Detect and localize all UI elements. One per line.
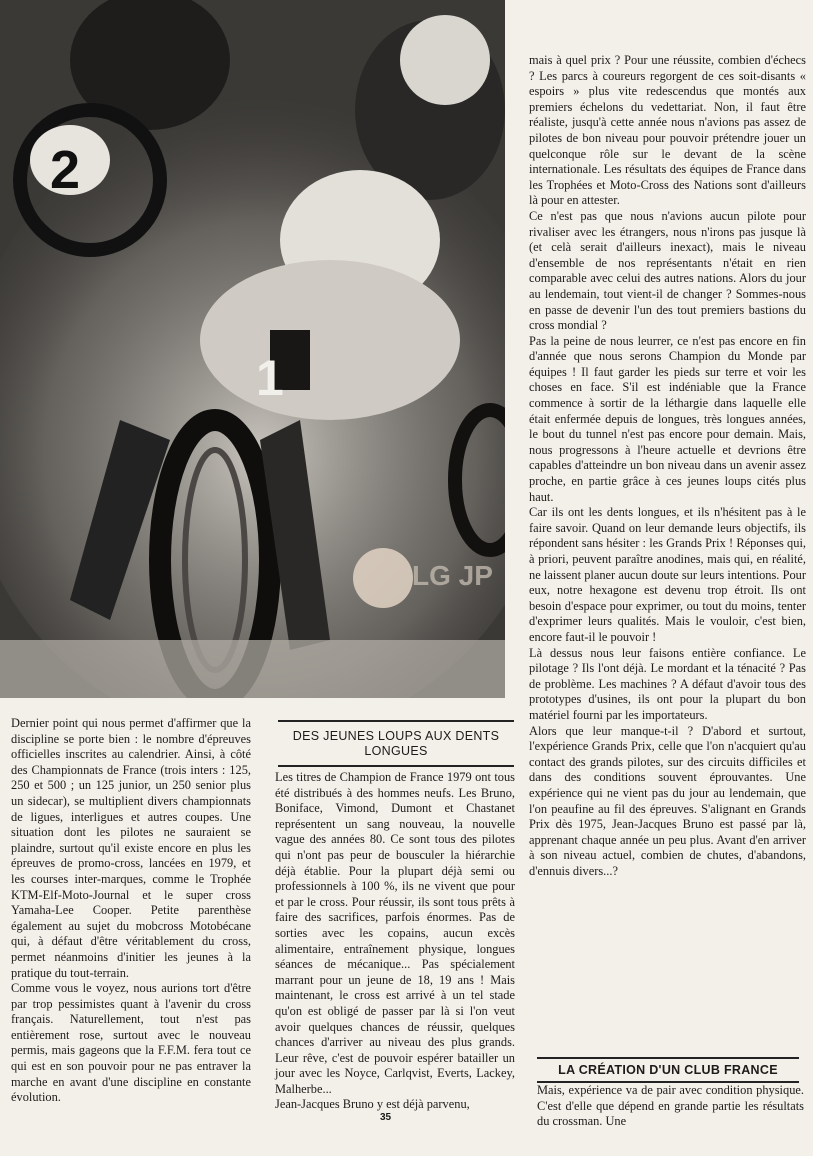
paragraph: Dernier point qui nous permet d'affirmer que la discipline se porte bien : le nombre d'épreuves officielles inscrites au calendrier. Ainsi, à côté des Championnats de France (trois inters : 125, 250 et 500 ; un 125 junior, un 250 senior plus un sidecar), se multiplient divers championnats de ligues, interligues et autres coupes. Une situation dont les pilotes ne sauraient se plaindre, surtout qu'il existe encore en plus les épreuves de promo-cross, lancées en 1979, et les courses inter-marques, comme le Trophée KTM-Elf-Moto-Journal et le super cross Yamaha-Lee Cooper. Petite parenthèse également au sujet du mobcross Motobécane qui, à défaut d'être véritablement du cross, permet néanmoins d'initier les jeunes à la pratique du tout-terrain. — [11, 716, 251, 980]
number-plate-front: 1 — [256, 350, 284, 406]
paragraph: Pas la peine de nous leurrer, ce n'est pas encore en fin d'année que nous serons Champion du Monde par équipes ! Il faut garder les pieds sur terre et voir les choses en face. S'il est indéniable que la France commence à sortir de la léthargie dans laquelle elle était enfermée depuis de longues, très longues années, le bout du tunnel n'est pas encore pour demain. Mais, nous progressons à l'heure actuelle et devrions être capables d'atteindre un bon niveau dans un avenir assez proche, en partie grâce à ces jeunes loups cités plus haut. — [529, 333, 806, 504]
section-heading-club-france: LA CRÉATION D'UN CLUB FRANCE — [537, 1057, 799, 1083]
paragraph: Ce n'est pas que nous n'avions aucun pilote pour rivaliser avec les étrangers, nous n'irons pas jusque là (et celà serait d'ailleurs inexact), mais le niveau d'ensemble de nos représentants n'était en rien comparable avec celui des autres nations. Alors du jour au lendemain, tout vient-il de changer ? Sommes-nous en passe de devenir l'un des tout premiers bastions du cross mondial ? — [529, 208, 806, 333]
section-heading-jeunes-loups: DES JEUNES LOUPS AUX DENTS LONGUES — [278, 720, 514, 767]
motocross-photo — [0, 0, 505, 698]
paragraph: Jean-Jacques Bruno y est déjà parvenu, — [275, 1097, 470, 1112]
right-column — [529, 53, 806, 879]
paragraph: Comme vous le voyez, nous aurions tort d'être par trop pessimistes quant à l'avenir du cross français. Naturellement, tout n'est pas entièrement rose, surtout avec le nouveau permis, mais gageons que la F.F.M. fera tout ce qui est en son pouvoir pour ne pas entraver la marche en avant d'une discipline en constante évolution. — [11, 981, 251, 1105]
club-column — [537, 1083, 804, 1130]
paragraph: Mais, expérience va de pair avec condition physique. C'est d'elle que dépend en grande partie les résultats du crossman. Une — [537, 1083, 804, 1129]
number-plate-back: 2 — [50, 140, 81, 200]
paragraph: Les titres de Champion de France 1979 ont tous été distribués à des hommes neufs. Les Bruno, Boniface, Vimond, Dumont et Chastanet représentent un sang nouveau, la nouvelle vague des années 80. Ce sont tous des pilotes qui n'ont pas peur de bousculer la hiérarchie déjà établie. Pour la plupart déjà semi ou professionnels à 100 %, ils ne vivent que pour et par le cross. Pour réussir, ils sont tous prêts à faire des sacrifices, parfois énormes. Pas de sorties avec les copains, aucun excès alimentaire, entraînement physique, longues séances de mécanique... Pas spécialement marrant pour un jeune de 18, 19 ans ! Mais maintenant, le cross est arrivé à un tel stade qu'on est obligé de passer par là si l'on veut avoir quelques chances de réussir, quelques chances d'arriver au niveau des plus grands. Leur rêve, c'est de pouvoir espérer batailler un jour avec les Noyce, Carlqvist, Everts, Lackey, Malherbe... — [275, 770, 515, 1096]
paragraph: Là dessus nous leur faisons entière confiance. Le pilotage ? Ils l'ont déjà. Le mordant et la ténacité ? Pas de problème. Les machines ? A défaut d'avoir tous des prototypes d'usines, ils ont pour la plupart du bon matériel fourni par les importateurs. — [529, 645, 806, 722]
left-column — [11, 716, 251, 1106]
paragraph: Alors que leur manque-t-il ? D'abord et surtout, l'expérience Grands Prix, celle que l'on n'acquiert qu'au contact des grands pilotes, sur des circuits difficiles et dans des conditions souvent éprouvantes. Une expérience qui ne vient pas du jour au lendemain, que l'on peaufine au fil des épreuves. S'alignant en Grands Prix dès 1975, Jean-Jacques Bruno est passé par là, apprenant chaque année un peu plus. Avant d'en arriver à son niveau actuel, combien de chutes, d'abandons, d'ennuis divers...? — [529, 723, 806, 878]
photo-illustration — [0, 0, 505, 698]
paragraph: Car ils ont les dents longues, et ils n'hésitent pas à le faire savoir. Quand on leur demande leurs objectifs, ils répondent sans hésiter : les Grands Prix ! Réponses qui, à priori, peuvent paraître anodines, mais qui, en réalité, ne laissent planer aucun doute sur leurs intentions. Pour eux, notre hexagone est devenu trop étroit. Ils ont besoin d'espace pour exprimer, ou tout du moins, tenter d'exprimer leurs qualités. Mais le vouloir, c'est bien, encore faut-il le pouvoir ! — [529, 505, 806, 644]
middle-column — [275, 770, 515, 1113]
paragraph: mais à quel prix ? Pour une réussite, combien d'échecs ? Les parcs à coureurs regorgent de ces soit-disants « espoirs » plus vite redescendus que montés aux premiers échelons du vedettariat. Non, il faut être réaliste, jusqu'à cette année nous n'avions pas assez de pilotes de bon niveau pour pouvoir prétendre jouer un quelconque rôle sur le devant de la scène internationale. Les résultats des équipes de France dans les Trophées et Moto-Cross des Nations sont d'ailleurs là pour en attester. — [529, 53, 806, 208]
page-number: 35 — [380, 1112, 392, 1123]
watermark-text: LG JP — [412, 560, 493, 591]
